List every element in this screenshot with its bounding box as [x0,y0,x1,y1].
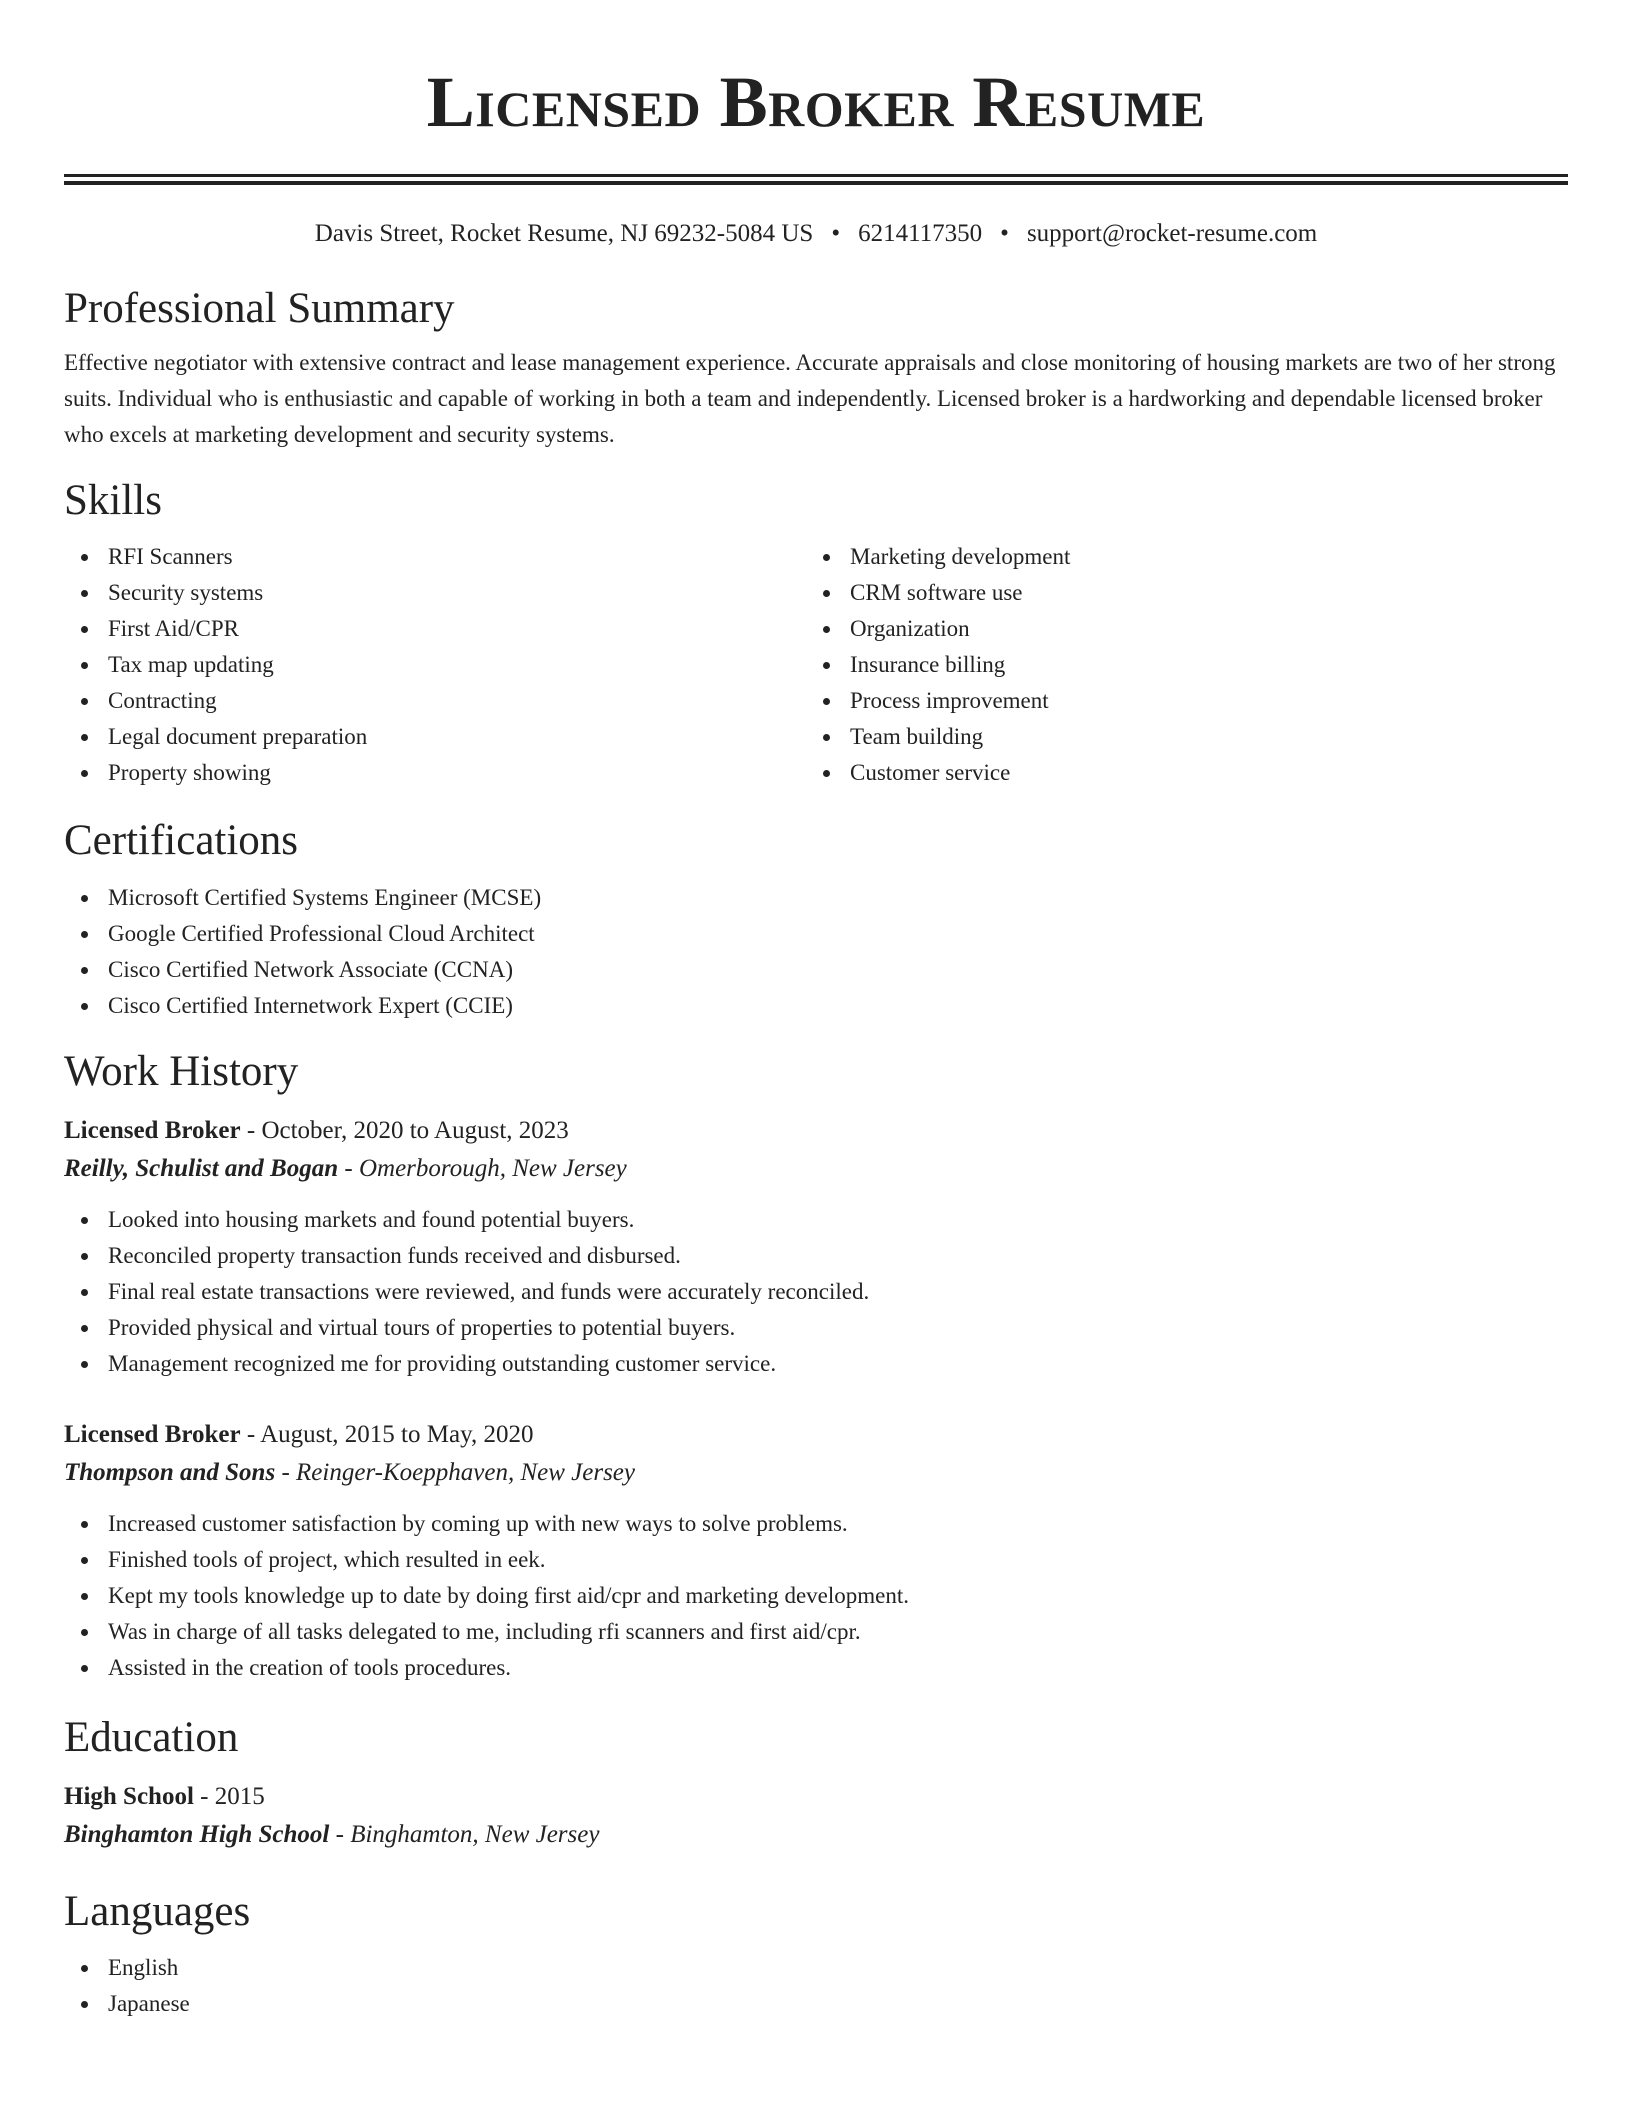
bullet-icon [81,1521,88,1528]
list-item: Looked into housing markets and found potential buyers. [64,1202,1568,1238]
bullet-icon [81,770,88,777]
skills-heading: Skills [64,477,162,524]
certifications-section [64,815,1568,1024]
title-double-rule [64,174,1568,185]
bullet-icon [81,895,88,902]
bullet-icon [823,770,830,777]
list-item: RFI Scanners [64,539,806,575]
bullet-icon [81,931,88,938]
job-dates: August, 2015 to May, 2020 [260,1421,534,1448]
job-company: Reilly, Schulist and Bogan [64,1155,339,1182]
list-item: Insurance billing [806,647,1548,683]
work-history-section [64,1046,1568,1686]
job-company-line: Thompson and Sons - Reinger-Koepphaven, New Jersey [64,1459,635,1486]
list-item: Finished tools of project, which resulted in eek. [64,1542,1568,1578]
list-item: Provided physical and virtual tours of properties to potential buyers. [64,1310,1568,1346]
certifications-list [64,880,1568,1024]
education-school: Binghamton High School [64,1821,330,1848]
list-item: Cisco Certified Internetwork Expert (CCIE) [64,988,1568,1024]
contact-line [64,218,1568,250]
languages-heading: Languages [64,1888,251,1935]
job-title: Licensed Broker [64,1117,241,1144]
bullet-icon [81,626,88,633]
bullet-icon [823,626,830,633]
list-item: Marketing development [806,539,1548,575]
skills-section [64,475,1568,791]
job-entry [64,1112,1568,1382]
bullet-icon [81,590,88,597]
bullet-icon [823,590,830,597]
list-item: Team building [806,719,1548,755]
list-item: First Aid/CPR [64,611,806,647]
education-location: Binghamton, New Jersey [350,1821,600,1848]
bullet-icon [823,734,830,741]
skills-list-right [806,539,1548,791]
bullet-icon [81,1253,88,1260]
contact-address: Davis Street, Rocket Resume, NJ 69232-5084 US [314,220,814,247]
education-degree-line: High School - 2015 [64,1783,265,1810]
education-degree: High School [64,1783,194,1810]
bullet-icon [81,1593,88,1600]
list-item: Legal document preparation [64,719,806,755]
bullet-icon [81,1003,88,1010]
bullet-icon [81,1629,88,1636]
list-item: Google Certified Professional Cloud Architect [64,916,1568,952]
job-company: Thompson and Sons [64,1459,276,1486]
languages-list [64,1950,1568,2022]
bullet-icon [81,698,88,705]
skills-columns [64,539,1568,791]
contact-email[interactable]: support@rocket-resume.com [1026,220,1318,247]
list-item: Assisted in the creation of tools procedures. [64,1650,1568,1686]
list-item: Organization [806,611,1548,647]
contact-separator: • [1000,220,1009,247]
bullet-icon [81,554,88,561]
list-item: Japanese [64,1986,1568,2022]
job-dates: October, 2020 to August, 2023 [261,1117,569,1144]
list-item: Reconciled property transaction funds received and disbursed. [64,1238,1568,1274]
list-item: English [64,1950,1568,1986]
education-school-line: Binghamton High School - Binghamton, New Jersey [64,1821,600,1848]
bullet-icon [81,1217,88,1224]
list-item: Tax map updating [64,647,806,683]
bullet-icon [823,662,830,669]
bullet-icon [81,1325,88,1332]
education-entry [64,1778,1568,1854]
bullet-icon [81,1361,88,1368]
bullet-icon [823,698,830,705]
list-item: Final real estate transactions were reviewed, and funds were accurately reconciled. [64,1274,1568,1310]
list-item: Microsoft Certified Systems Engineer (MCSE) [64,880,1568,916]
certifications-heading: Certifications [64,817,299,864]
bullet-icon [81,662,88,669]
bullet-icon [81,1557,88,1564]
summary-text: Effective negotiator with extensive contract and lease management experience. Accurate appraisals and close monitoring of housing markets are two of her strong suits. Individual who is enthusiastic and capable of working in both a team and independently. Licensed broker is a hardworking and dependable licensed broker who excels at marketing development and security systems. [64,350,1556,447]
list-item: Process improvement [806,683,1548,719]
list-item: Was in charge of all tasks delegated to me, including rfi scanners and first aid/cpr. [64,1614,1568,1650]
resume-title: Licensed Broker Resume [426,62,1206,142]
work-history-heading: Work History [64,1048,299,1095]
summary-section [64,283,1568,453]
bullet-icon [81,1665,88,1672]
job-duties-list [64,1506,1568,1686]
job-company-line: Reilly, Schulist and Bogan - Omerborough, New Jersey [64,1155,627,1182]
languages-section [64,1886,1568,2022]
skills-list-left [64,539,806,791]
job-entry [64,1416,1568,1686]
bullet-icon [81,967,88,974]
education-year: 2015 [214,1783,265,1810]
list-item: Property showing [64,755,806,791]
list-item: Customer service [806,755,1548,791]
list-item: CRM software use [806,575,1548,611]
list-item: Kept my tools knowledge up to date by doing first aid/cpr and marketing development. [64,1578,1568,1614]
bullet-icon [81,1965,88,1972]
list-item: Security systems [64,575,806,611]
bullet-icon [81,734,88,741]
job-title-line: Licensed Broker - October, 2020 to August, 2023 [64,1117,569,1144]
list-item: Contracting [64,683,806,719]
list-item: Cisco Certified Network Associate (CCNA) [64,952,1568,988]
summary-heading: Professional Summary [64,285,455,332]
job-title-line: Licensed Broker - August, 2015 to May, 2020 [64,1421,534,1448]
job-location: Reinger-Koepphaven, New Jersey [296,1459,635,1486]
contact-separator: • [831,220,841,247]
job-location: Omerborough, New Jersey [358,1155,627,1182]
education-heading: Education [64,1714,239,1761]
bullet-icon [823,554,830,561]
list-item: Increased customer satisfaction by coming up with new ways to solve problems. [64,1506,1568,1542]
bullet-icon [81,1289,88,1296]
job-title: Licensed Broker [64,1421,241,1448]
bullet-icon [81,2001,88,2008]
job-duties-list [64,1202,1568,1382]
contact-phone: 6214117350 [858,220,983,247]
education-section [64,1712,1568,1854]
list-item: Management recognized me for providing outstanding customer service. [64,1346,1568,1382]
